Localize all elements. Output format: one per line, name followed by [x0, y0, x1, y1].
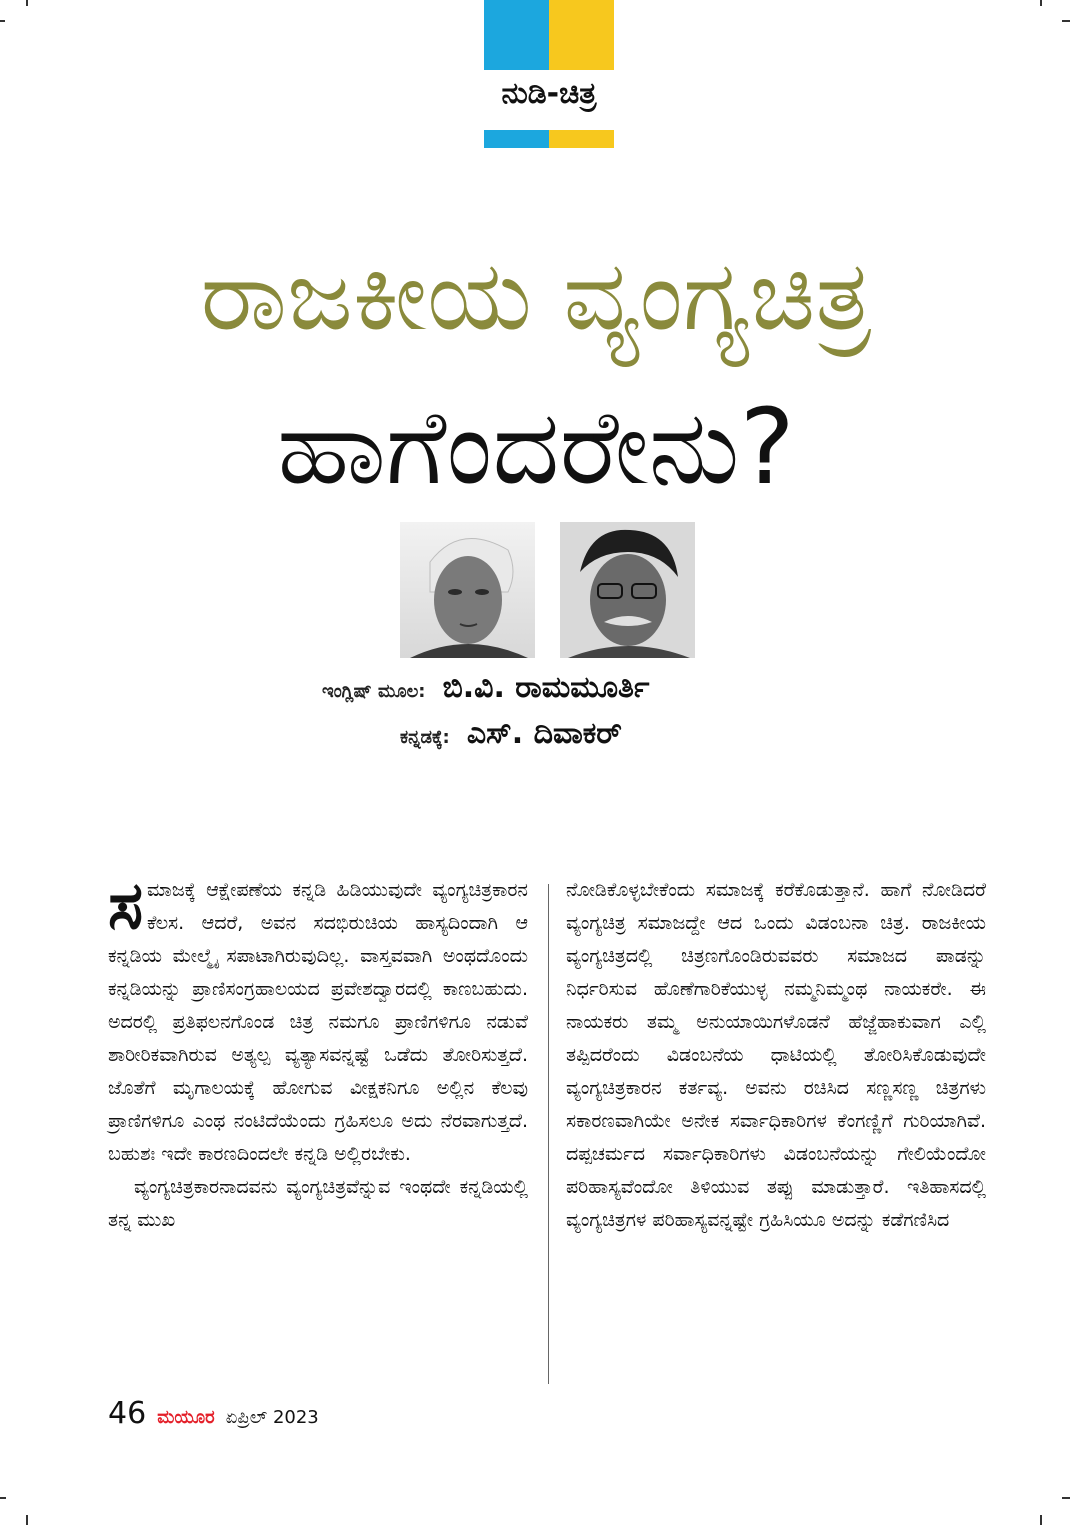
crop-mark-top-center-left — [26, 0, 28, 6]
headline-line-2: ಹಾಗೆಂದರೇನು? — [277, 386, 795, 508]
drop-cap: ಸ — [108, 867, 144, 944]
author-photo-original — [400, 522, 535, 658]
translator-name: ಎಸ್. ದಿವಾಕರ್ — [466, 716, 622, 751]
section-label: ನುಡಿ-ಚಿತ್ರ — [501, 76, 597, 111]
article-column-right — [566, 874, 986, 1237]
logo-blue-block — [484, 0, 549, 70]
author-photo-translator — [560, 522, 695, 658]
issue-date: ಏಪ್ರಿಲ್ 2023 — [225, 1407, 319, 1428]
logo-yellow-block — [549, 0, 614, 70]
section-logo — [484, 0, 614, 148]
logo-blue-strip — [484, 130, 549, 148]
crop-mark-top-right — [1062, 20, 1070, 22]
headline-line-1: ರಾಜಕೀಯ ವ್ಯಂಗ್ಯಚಿತ್ರ — [200, 239, 872, 353]
page-number: 46 — [108, 1396, 147, 1431]
credit-translation — [400, 716, 622, 751]
article-paragraph-1 — [108, 867, 528, 1171]
translation-label: ಕನ್ನಡಕ್ಕೆ: — [400, 727, 450, 748]
crop-mark-bottom-left-v — [26, 1515, 28, 1525]
crop-mark-bottom-right — [1062, 1497, 1070, 1499]
article-column-left — [108, 867, 528, 1237]
column-divider — [548, 884, 549, 1384]
article-paragraph-3: ನೋಡಿಕೊಳ್ಳಬೇಕೆಂದು ಸಮಾಜಕ್ಕೆ ಕರೆಕೊಡುತ್ತಾನೆ. ಹಾಗೆ ನೋಡಿದರೆ ವ್ಯಂಗ್ಯಚಿತ್ರ ಸಮಾಜದ್ದೇ ಆದ ಒಂದು ವಿಡಂಬನಾ ಚಿತ್ರ. ರಾಜಕೀಯ ವ್ಯಂಗ್ಯಚಿತ್ರದಲ್ಲಿ ಚಿತ್ರಣಗೊಂಡಿರುವವರು ಸಮಾಜದ ಪಾಡನ್ನು ನಿರ್ಧರಿಸುವ ಹೊಣೆಗಾರಿಕೆಯುಳ್ಳ ನಮ್ಮನಿಮ್ಮಂಥ ನಾಯಕರೇ. ಈ ನಾಯಕರು ತಮ್ಮ ಅನುಯಾಯಿಗಳೊಡನೆ ಹೆಜ್ಜೆಹಾಕುವಾಗ ಎಲ್ಲಿ ತಪ್ಪಿದರೆಂದು ವಿಡಂಬನೆಯ ಧಾಟಿಯಲ್ಲಿ ತೋರಿಸಿಕೊಡುವುದೇ ವ್ಯಂಗ್ಯಚಿತ್ರಕಾರನ ಕರ್ತವ್ಯ. ಅವನು ರಚಿಸಿದ ಸಣ್ಣಸಣ್ಣ ಚಿತ್ರಗಳು ಸಕಾರಣವಾಗಿಯೇ ಅನೇಕ ಸರ್ವಾಧಿಕಾರಿಗಳ ಕೆಂಗಣ್ಣಿಗೆ ಗುರಿಯಾಗಿವೆ. ದಪ್ಪಚರ್ಮದ ಸರ್ವಾಧಿಕಾರಿಗಳು ವಿಡಂಬನೆಯನ್ನು ಗೇಲಿಯೆಂದೋ ಪರಿಹಾಸ್ಯವೆಂದೋ ತಿಳಿಯುವ ತಪ್ಪು ಮಾಡುತ್ತಾರೆ. ಇತಿಹಾಸದಲ್ಲಿ ವ್ಯಂಗ್ಯಚಿತ್ರಗಳ ಪರಿಹಾಸ್ಯವನ್ನಷ್ಟೇ ಗ್ರಹಿಸಿಯೂ ಅದನ್ನು ಕಡೆಗಣಿಸಿದ — [566, 879, 986, 1231]
crop-mark-top-center-right — [1040, 0, 1042, 6]
article-paragraph-2: ವ್ಯಂಗ್ಯಚಿತ್ರಕಾರನಾದವನು ವ್ಯಂಗ್ಯಚಿತ್ರವೆನ್ನುವ ಇಂಥದೇ ಕನ್ನಡಿಯಲ್ಲಿ ತನ್ನ ಮುಖ — [108, 1176, 528, 1231]
page-footer — [108, 1396, 319, 1431]
crop-mark-top-left — [0, 20, 5, 22]
magazine-brand: ಮಯೂರ — [157, 1407, 215, 1428]
crop-mark-bottom-right-v — [1040, 1515, 1042, 1525]
logo-yellow-strip — [549, 130, 614, 148]
original-label: ಇಂಗ್ಲಿಷ್ ಮೂಲ: — [322, 681, 426, 702]
credit-original — [322, 670, 649, 705]
original-author-name: ಬಿ.ವಿ. ರಾಮಮೂರ್ತಿ — [442, 670, 650, 705]
crop-mark-bottom-left — [0, 1497, 6, 1499]
paragraph-1-text: ಮಾಜಕ್ಕೆ ಆಕ್ಷೇಪಣೆಯ ಕನ್ನಡಿ ಹಿಡಿಯುವುದೇ ವ್ಯಂಗ್ಯಚಿತ್ರಕಾರನ ಕೆಲಸ. ಆದರೆ, ಅವನ ಸದಭಿರುಚಿಯ ಹಾಸ್ಯದಿಂದಾಗಿ ಆ ಕನ್ನಡಿಯ ಮೇಲ್ಮೈ ಸಪಾಟಾಗಿರುವುದಿಲ್ಲ. ವಾಸ್ತವವಾಗಿ ಅಂಥದೊಂದು ಕನ್ನಡಿಯನ್ನು ಪ್ರಾಣಿಸಂಗ್ರಹಾಲಯದ ಪ್ರವೇಶದ್ವಾರದಲ್ಲಿ ಕಾಣಬಹುದು. ಅದರಲ್ಲಿ ಪ್ರತಿಫಲನಗೊಂಡ ಚಿತ್ರ ನಮಗೂ ಪ್ರಾಣಿಗಳಿಗೂ ನಡುವೆ ಶಾರೀರಿಕವಾಗಿರುವ ಅತ್ಯಲ್ಪ ವ್ಯತ್ಯಾಸವನ್ನಷ್ಟೆ ಒಡೆದು ತೋರಿಸುತ್ತದೆ. ಜೊತೆಗೆ ಮೃಗಾಲಯಕ್ಕೆ ಹೋಗುವ ವೀಕ್ಷಕನಿಗೂ ಅಲ್ಲಿನ ಕೆಲವು ಪ್ರಾಣಿಗಳಿಗೂ ಎಂಥ ನಂಟಿದೆಯೆಂದು ಗ್ರಹಿಸಲೂ ಅದು ನೆರವಾಗುತ್ತದೆ. ಬಹುಶಃ ಇದೇ ಕಾರಣದಿಂದಲೇ ಕನ್ನಡಿ ಅಲ್ಲಿರಬೇಕು. — [108, 879, 528, 1165]
